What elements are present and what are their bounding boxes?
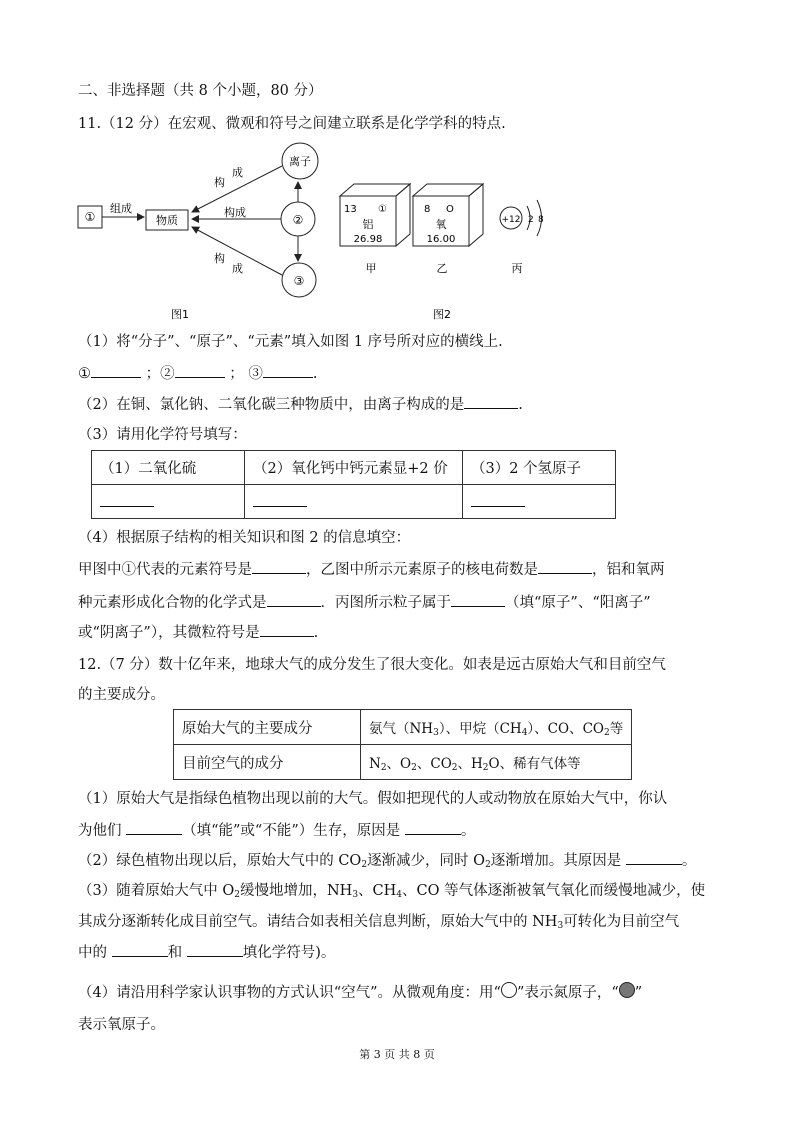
blank-particle-symbol[interactable] [260,622,314,637]
q11-part4-line3 [78,622,318,643]
row2-label: 目前空气的成分 [174,745,361,780]
q11-part4-line2 [78,592,651,613]
ans-mark-2: ；② [145,366,175,382]
blank-1[interactable] [91,363,141,378]
blank-charge[interactable] [538,559,592,574]
q12-part1-line2 [78,820,475,841]
text: . [313,625,319,641]
q11-part1: （1）将“分子”、“原子”、“元素”填入如图 1 序号所对应的横线上. [78,334,503,350]
blank-3[interactable] [263,363,313,378]
q11-part1-answers [78,363,317,384]
row2-value: $N_2$、$O_2$、$CO_2$、$H_2O$、稀有气体等 [361,745,632,780]
fig2-caption: 图2 [433,308,451,321]
q11-part4-line1 [78,559,665,580]
label-bing: 丙 [511,262,523,275]
q12-part4-line2: 表示氧原子。 [78,1017,165,1033]
blank-product-2[interactable] [187,942,243,957]
figure-2 [340,184,544,321]
q11-part2-text: （2）在铜、氯化钠、二氧化碳三种物质中，由离子构成的是 [78,397,465,413]
blank-2[interactable] [175,363,225,378]
label-yi: 乙 [436,262,448,275]
card-b-mass: 16.00 [426,234,456,245]
ion-label: 离子 [289,155,311,168]
text: 种元素形成化合物的化学式是 [78,595,267,611]
card-a-mass: 26.98 [353,234,383,245]
section-header: 二、非选择题（共 8 个小题，80 分） [78,83,323,99]
row1-value: 氨气$(NH_3)$、甲烷$(CH_4)$、CO、$CO_2$等 [361,710,632,745]
card-a-symbol: ① [378,204,387,215]
make-char-1b: 成 [232,166,243,179]
card-a-number: 13 [344,204,357,215]
q12-part4-line1: （4）请沿用科学家认识事物的方式认识“空气”。从微观角度：用“ ”表示氮原子，“ ” [78,982,642,1003]
card-b-symbol: O [446,204,454,215]
answer-cell-3[interactable] [463,485,616,519]
blank-symbol[interactable] [252,559,306,574]
blank-cause[interactable] [626,850,682,865]
blank-can-survive[interactable] [126,820,182,835]
q12-part3-line1: （3）随着原始大气中 $O_2$缓慢地增加，$NH_3$、$CH_4$、CO 等气体逐渐被氧气氧化而缓慢地减少，使 [78,883,706,900]
shell-1-count: 2 [528,215,534,225]
text: ．丙图所示粒子属于 [320,595,451,611]
circle-3-label: ③ [293,274,305,288]
page-footer: 第 3 页 共 8 页 [359,1048,435,1061]
q11-stem: 11.（12 分）在宏观、微观和符号之间建立联系是化学学科的特点. [78,116,506,132]
card-b-number: 8 [424,204,431,215]
circle-2-label: ② [292,213,304,227]
text: 甲图中①代表的元素符号是 [78,562,252,578]
label-jia: 甲 [365,262,377,275]
box-1-label: ① [84,210,96,224]
q12-part2: （2）绿色植物出现以后，原始大气中的 $CO_2$逐渐减少，同时 $O_2$逐渐增加。其原因是 。 [78,850,696,875]
atmosphere-table [173,709,632,780]
text: ，乙图中所示元素原子的核电荷数是 [306,562,538,578]
q11-part2 [78,394,523,415]
text: 或“阴离子”），其微粒符号是 [78,625,260,641]
make-mid-label: 构成 [224,206,246,219]
text: （填“原子”、“阳离子” [505,595,651,611]
text: 。 [460,823,476,839]
blank-formula[interactable] [267,592,321,607]
symbol-table [91,450,616,519]
q12-part1-line1: （1）原始大气是指绿色植物出现以前的大气。假如把现代的人或动物放在原始大气中，你认 [78,791,668,807]
oxygen-atom-icon [619,982,635,998]
q12-part3-line2: 其成分逐渐转化成目前空气。请结合如表相关信息判断，原始大气中的 $NH_3$可转化为目前空气 [78,914,680,931]
nitrogen-atom-icon [501,982,517,998]
shell-2-count: 8 [538,215,544,225]
th-sulfur-dioxide: （1）二氧化硫 [92,451,245,485]
row1-label: 原始大气的主要成分 [174,710,361,745]
q11-part4: （4）根据原子结构的相关知识和图 2 的信息填空： [78,530,411,546]
substance-label: 物质 [156,214,178,227]
answer-cell-1[interactable] [92,485,245,519]
th-hydrogen-atoms: （3）2 个氢原子 [463,451,616,485]
blank-reason[interactable] [405,820,461,835]
blank-particle[interactable] [451,592,505,607]
period: . [518,397,523,413]
answer-cell-2[interactable] [245,485,463,519]
nucleus-label: +12 [501,215,521,225]
make-char-3a: 构 [214,252,225,265]
blank-ion[interactable] [464,394,518,409]
q12-stem-2: 的主要成分。 [78,687,165,703]
figures-svg [0,0,794,330]
q11-part3: （3）请用化学符号填写： [78,427,247,443]
text: （填“能”或“不能”）生存，原因是 [182,823,405,839]
text: 为他们 [78,823,127,839]
q12-part3-line3: 中的 和 填化学符号)。 [78,942,335,963]
make-char-3b: 成 [232,262,243,275]
ans-mark-1: ① [78,366,91,382]
th-calcium-oxide: （2）氧化钙中钙元素显+2 价 [245,451,463,485]
card-a-name: 铝 [362,218,374,231]
blank-product-1[interactable] [112,942,168,957]
figure-1 [78,143,318,321]
compose-label: 组成 [110,202,132,215]
fig1-caption: 图1 [171,308,189,321]
q12-stem-1: 12.（7 分）数十亿年来，地球大气的成分发生了很大变化。如表是远古原始大气和目前空气 [78,657,666,673]
card-b-name: 氧 [435,218,447,231]
text: ，铝和氧两 [592,562,665,578]
make-char-1a: 构 [214,176,225,189]
ans-mark-3: ； ③ [229,366,263,382]
period: . [312,366,318,382]
